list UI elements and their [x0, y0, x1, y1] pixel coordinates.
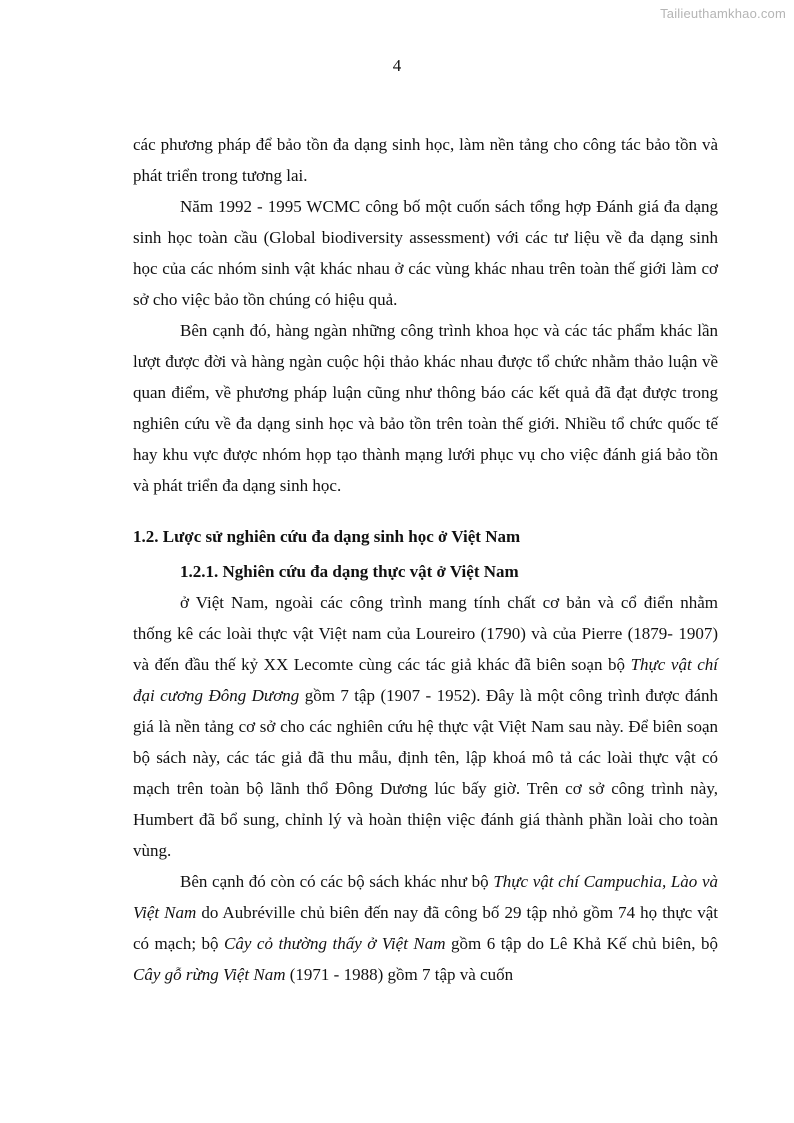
paragraph: Năm 1992 - 1995 WCMC công bố một cuốn sách tổng hợp Đánh giá đa dạng sinh học toàn cầu (Global biodiversity assessment) với các tư liệu về đa dạng sinh học của các nhóm sinh vật khác nhau ở các vùng khác nhau trên toàn thế giới làm cơ sở cho việc bảo tồn chúng có hiệu quả. [133, 197, 718, 309]
paragraph: các phương pháp để bảo tồn đa dạng sinh học, làm nền tảng cho công tác bảo tồn và phát triển trong tương lai. [133, 135, 718, 185]
page-number: 4 [392, 56, 402, 75]
watermark: Tailieuthamkhao.com [660, 6, 786, 21]
text-run: (1971 - 1988) gồm 7 tập và cuốn [285, 965, 514, 984]
paragraph: Bên cạnh đó, hàng ngàn những công trình khoa học và các tác phẩm khác lần lượt được đời và hàng ngàn cuộc hội thảo khác nhau được tổ chức nhằm thảo luận về quan điểm, về phương pháp luận cũng như thông báo các kết quả đã đạt được trong nghiên cứu về đa dạng sinh học và bảo tồn trên toàn thế giới. Nhiều tổ chức quốc tế hay khu vực được nhóm họp tạo thành mạng lưới phục vụ cho việc đánh giá bảo tồn và phát triển đa dạng sinh học. [133, 321, 718, 495]
text-run: ở Việt Nam, ngoài các công trình mang tính chất cơ bản và cổ điển nhằm thống kê các loài thực vật Việt nam của Loureiro (1790) và của Pierre (1879- 1907) và đến đầu thế kỷ XX Lecomte cùng các tác giả khác đã biên soạn bộ [133, 593, 718, 674]
book-title: Cây gỗ rừng Việt Nam [133, 965, 286, 984]
document-body [133, 129, 718, 990]
book-title: Thực vật chí Campuchia, Lào và Việt Nam [133, 872, 718, 922]
text-run: do Aubréville chủ biên đến nay đã công bố 29 tập nhỏ gồm 74 họ thực vật có mạch; bộ [133, 903, 719, 953]
text-run: gồm 7 tập (1907 - 1952). Đây là một công trình được đánh giá là nền tảng cơ sở cho các nghiên cứu hệ thực vật Việt Nam sau này. Để biên soạn bộ sách này, các tác giả đã thu mẫu, định tên, lập khoá mô tả các loài thực vật có mạch trên toàn bộ lãnh thổ Đông Dương lúc bấy giờ. Trên cơ sở công trình này, Humbert đã bổ sung, chỉnh lý và hoàn thiện việc đánh giá thành phần loài cho toàn vùng. [133, 686, 718, 860]
subsection-heading: 1.2.1. Nghiên cứu đa dạng thực vật ở Việt Nam [180, 562, 519, 581]
book-title: Cây cỏ thường thấy ở Việt Nam [224, 934, 446, 953]
paragraph [133, 587, 718, 866]
section-heading: 1.2. Lược sử nghiên cứu đa dạng sinh học ở Việt Nam [133, 527, 521, 546]
text-run: Bên cạnh đó còn có các bộ sách khác như bộ [180, 872, 494, 891]
book-title: Thực vật chí đại cương Đông Dương [133, 655, 718, 705]
text-run: gồm 6 tập do Lê Khả Kế chủ biên, bộ [445, 934, 718, 953]
paragraph [133, 866, 718, 990]
